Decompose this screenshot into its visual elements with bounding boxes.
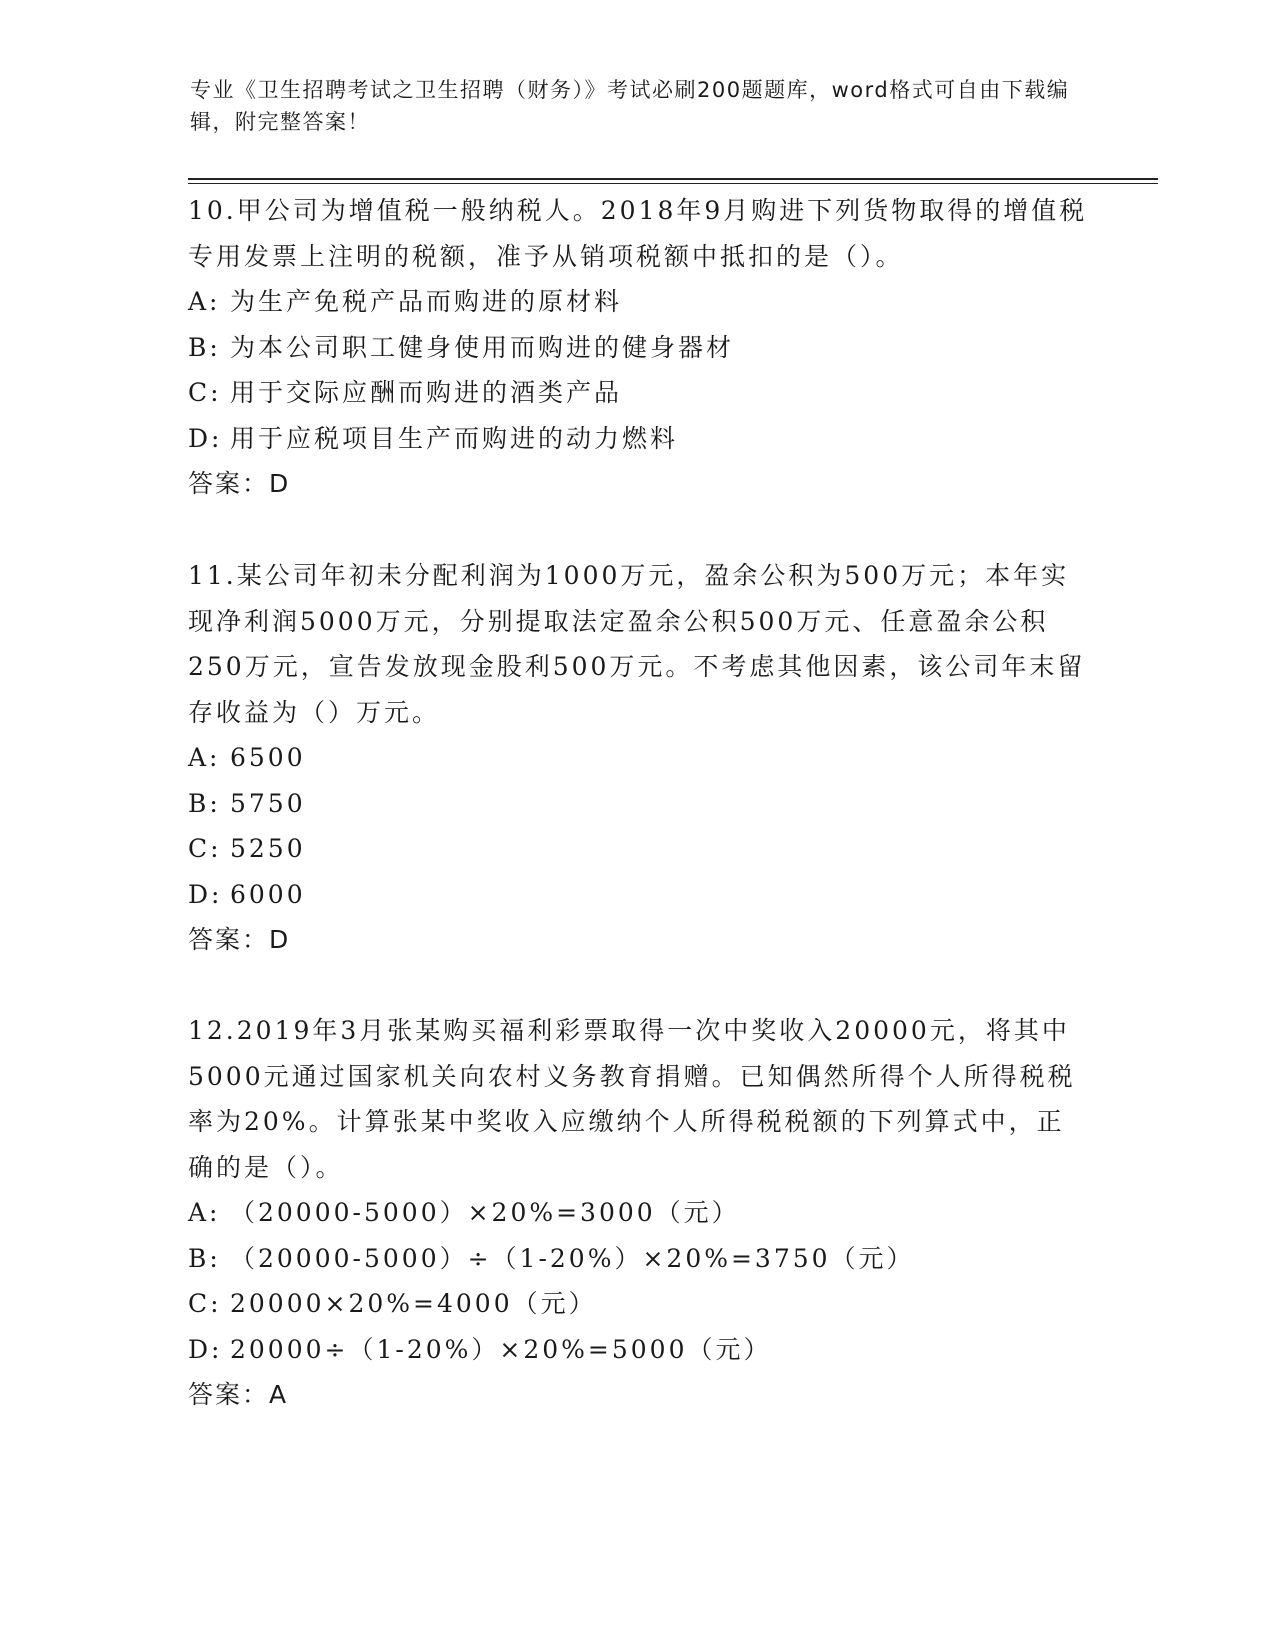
option-text: 为生产免税产品而购进的原材料	[230, 287, 623, 316]
option-d	[188, 416, 1088, 462]
option-letter: B:	[188, 332, 221, 362]
option-a	[188, 735, 1088, 781]
option-letter: D:	[188, 879, 223, 909]
document-header: 专业《卫生招聘考试之卫生招聘（财务）》考试必刷200题题库，word格式可自由下载编辑，附完整答案！	[190, 78, 1070, 134]
option-letter: B:	[188, 788, 221, 818]
option-text: 6000	[230, 879, 306, 909]
option-b	[188, 781, 1088, 827]
option-text: 用于应税项目生产而购进的动力燃料	[230, 423, 679, 453]
option-c	[188, 1281, 1088, 1327]
option-letter: D:	[188, 1334, 223, 1364]
question-stem: 12.2019年3月张某购买福利彩票取得一次中奖收入20000元，将其中5000元通过国家机关向农村义务教育捐赠。已知偶然所得个人所得税税率为20%。计算张某中奖收入应缴纳个人所得税税额的下列算式中，正确的是（）。	[188, 1016, 1076, 1182]
header-divider-thin	[188, 183, 1158, 184]
question-12	[188, 1008, 1088, 1418]
option-c	[188, 370, 1088, 416]
option-text: 5750	[230, 788, 306, 818]
option-letter: C:	[188, 378, 222, 407]
option-letter: A:	[188, 1198, 221, 1227]
answer-line: 答案：D	[188, 469, 291, 498]
option-letter: A:	[188, 287, 221, 316]
option-letter: B:	[188, 1243, 221, 1273]
option-b	[188, 1236, 1088, 1282]
option-text: 20000×20%=4000（元）	[230, 1289, 597, 1318]
option-text: （20000-5000）×20%=3000（元）	[230, 1198, 740, 1227]
question-stem: 10.甲公司为增值税一般纳税人。2018年9月购进下列货物取得的增值税专用发票上注明的税额，准予从销项税额中抵扣的是（）。	[188, 196, 1088, 271]
option-text: 6500	[230, 743, 306, 772]
option-c	[188, 826, 1088, 872]
question-11	[188, 553, 1088, 963]
option-d	[188, 1327, 1088, 1373]
option-letter: C:	[188, 834, 222, 863]
option-text: （20000-5000）÷（1-20%）×20%=3750（元）	[230, 1243, 915, 1273]
header-divider-thick	[188, 178, 1158, 180]
option-text: 20000÷（1-20%）×20%=5000（元）	[230, 1334, 772, 1364]
option-b	[188, 325, 1088, 371]
answer-line: 答案：A	[188, 1380, 289, 1409]
option-a	[188, 1190, 1088, 1236]
option-a	[188, 279, 1088, 325]
option-letter: D:	[188, 423, 223, 453]
option-text: 5250	[230, 834, 306, 863]
answer-line: 答案：D	[188, 925, 291, 954]
option-text: 用于交际应酬而购进的酒类产品	[230, 378, 623, 407]
option-letter: A:	[188, 743, 221, 772]
option-letter: C:	[188, 1289, 222, 1318]
question-stem: 11.某公司年初未分配利润为1000万元，盈余公积为500万元；本年实现净利润5000万元，分别提取法定盈余公积500万元、任意盈余公积250万元，宣告发放现金股利500万元。不考虑其他因素，该公司年末留存收益为（）万元。	[188, 561, 1086, 727]
option-d	[188, 872, 1088, 918]
question-10	[188, 188, 1088, 507]
option-text: 为本公司职工健身使用而购进的健身器材	[230, 332, 735, 362]
